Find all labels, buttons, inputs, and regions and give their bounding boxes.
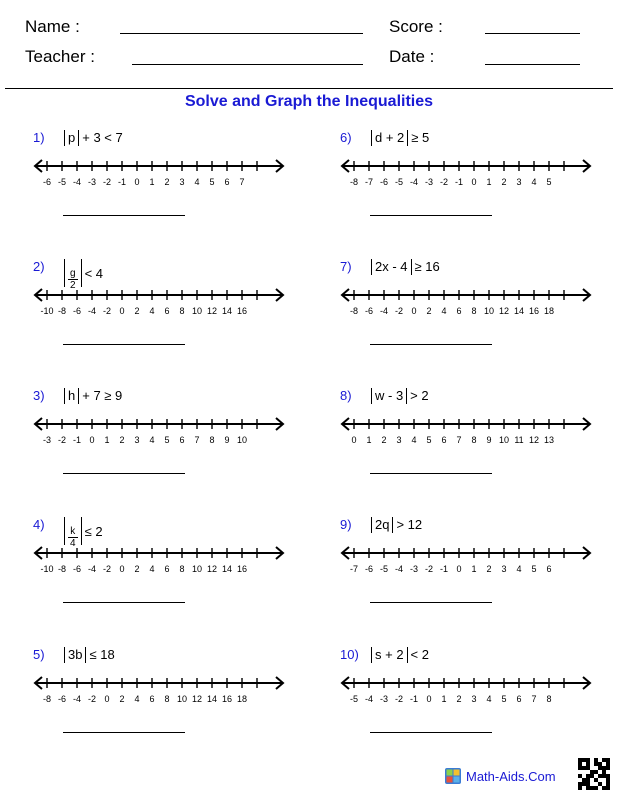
worksheet-title: Solve and Graph the Inequalities — [184, 93, 434, 110]
absolute-value-bar — [64, 388, 65, 404]
tick-label: 6 — [546, 564, 552, 574]
answer-line[interactable] — [63, 602, 185, 603]
tick-label: -2 — [394, 306, 404, 316]
tick-label: 2 — [456, 694, 462, 704]
absolute-value-bar — [371, 388, 372, 404]
score-field-line[interactable] — [485, 33, 580, 34]
tick-label: -1 — [454, 177, 464, 187]
tick-label: 8 — [179, 306, 185, 316]
problem-number: 5) — [33, 647, 45, 662]
tick-label: 3 — [134, 435, 140, 445]
tick-label: 10 — [191, 306, 203, 316]
expression-text: + 3 < 7 — [82, 130, 123, 145]
expression-text: h — [68, 388, 76, 403]
tick-label: -10 — [40, 306, 54, 316]
expression-text: s + 2 — [375, 647, 404, 662]
tick-label: -2 — [424, 564, 434, 574]
absolute-value-bar — [392, 517, 393, 533]
tick-label: 2 — [426, 306, 432, 316]
expression-text: p — [68, 130, 76, 145]
tick-label: -7 — [364, 177, 374, 187]
number-line[interactable] — [33, 413, 293, 437]
tick-label: 3 — [396, 435, 402, 445]
inequality-expression — [61, 647, 115, 663]
answer-line[interactable] — [63, 732, 185, 733]
tick-label: 12 — [206, 564, 218, 574]
tick-label: -8 — [349, 177, 359, 187]
tick-label: -7 — [349, 564, 359, 574]
tick-label: 7 — [531, 694, 537, 704]
less-equal-sign: ≤ — [89, 647, 97, 662]
tick-label: 0 — [89, 435, 95, 445]
problem-8 — [340, 388, 618, 508]
problem-1 — [33, 130, 313, 250]
expression-text: d + 2 — [375, 130, 405, 145]
tick-label: -5 — [349, 694, 359, 704]
tick-label: 4 — [441, 306, 447, 316]
number-line[interactable] — [33, 542, 293, 566]
inequality-expression — [368, 647, 429, 663]
inequality-expression — [368, 130, 429, 146]
tick-label: 14 — [221, 306, 233, 316]
tick-label: 18 — [543, 306, 555, 316]
tick-label: 5 — [501, 694, 507, 704]
tick-label: 4 — [531, 177, 537, 187]
absolute-value-bar — [85, 647, 86, 663]
tick-label: 6 — [179, 435, 185, 445]
less-equal-sign: ≤ — [84, 524, 92, 539]
tick-label: 5 — [531, 564, 537, 574]
tick-label: 2 — [119, 694, 125, 704]
absolute-value-bar — [64, 259, 65, 287]
tick-label: -4 — [87, 306, 97, 316]
absolute-value-bar — [407, 130, 408, 146]
absolute-value-bar — [64, 130, 65, 146]
tick-label: 6 — [516, 694, 522, 704]
tick-label: -2 — [439, 177, 449, 187]
tick-label: 1 — [486, 177, 492, 187]
tick-label: -4 — [379, 306, 389, 316]
expression-text: 18 — [96, 647, 115, 662]
tick-label: 7 — [456, 435, 462, 445]
tick-label: 2 — [381, 435, 387, 445]
answer-line[interactable] — [63, 215, 185, 216]
problem-number: 4) — [33, 517, 45, 532]
tick-label: 0 — [104, 694, 110, 704]
expression-text: < 2 — [410, 647, 429, 662]
teacher-field-line[interactable] — [132, 64, 363, 65]
tick-label: 0 — [351, 435, 357, 445]
answer-line[interactable] — [370, 602, 492, 603]
tick-label: -3 — [379, 694, 389, 704]
tick-label: -6 — [72, 564, 82, 574]
name-label: Name : — [25, 17, 80, 36]
tick-label: 5 — [426, 435, 432, 445]
tick-label: 0 — [134, 177, 140, 187]
expression-text: 5 — [418, 130, 430, 145]
answer-line[interactable] — [370, 344, 492, 345]
tick-label: 16 — [236, 306, 248, 316]
greater-equal-sign: ≥ — [414, 259, 422, 274]
absolute-value-bar — [406, 388, 407, 404]
answer-line[interactable] — [370, 473, 492, 474]
expression-text: 16 — [421, 259, 440, 274]
tick-label: 2 — [119, 435, 125, 445]
problem-10 — [340, 647, 618, 767]
problem-number: 10) — [340, 647, 359, 662]
tick-label: 8 — [471, 435, 477, 445]
absolute-value-bar — [78, 388, 79, 404]
tick-label: -1 — [72, 435, 82, 445]
number-line[interactable] — [33, 155, 293, 179]
tick-label: -2 — [102, 564, 112, 574]
expression-text: < 4 — [84, 266, 103, 281]
tick-label: -6 — [364, 564, 374, 574]
tick-label: 2 — [134, 564, 140, 574]
qr-code-icon — [578, 758, 610, 790]
problem-number: 2) — [33, 259, 45, 274]
fraction-denominator: 4 — [70, 538, 76, 549]
tick-label: -5 — [394, 177, 404, 187]
tick-label: 4 — [486, 694, 492, 704]
tick-label: 2 — [134, 306, 140, 316]
tick-label: 14 — [221, 564, 233, 574]
absolute-value-bar — [371, 259, 372, 275]
tick-label: 4 — [411, 435, 417, 445]
tick-label: -2 — [102, 306, 112, 316]
expression-text: w - 3 — [375, 388, 404, 403]
tick-label: 1 — [471, 564, 477, 574]
expression-text: 2x - 4 — [375, 259, 408, 274]
answer-line[interactable] — [63, 344, 185, 345]
tick-label: -8 — [57, 306, 67, 316]
number-line[interactable] — [340, 155, 600, 179]
tick-label: 0 — [119, 564, 125, 574]
calculator-icon — [445, 768, 461, 784]
header-divider — [5, 88, 613, 89]
problem-2 — [33, 259, 313, 379]
problem-number: 8) — [340, 388, 352, 403]
problem-4 — [33, 517, 313, 637]
tick-label: 3 — [516, 177, 522, 187]
number-line[interactable] — [340, 672, 600, 696]
number-line[interactable] — [340, 542, 600, 566]
problem-number: 9) — [340, 517, 352, 532]
tick-label: 7 — [194, 435, 200, 445]
tick-label: -1 — [117, 177, 127, 187]
tick-label: -2 — [394, 694, 404, 704]
number-line[interactable] — [340, 413, 600, 437]
problem-6 — [340, 130, 618, 250]
problem-number: 3) — [33, 388, 45, 403]
tick-label: 9 — [486, 435, 492, 445]
tick-label: 8 — [164, 694, 170, 704]
tick-label: 2 — [164, 177, 170, 187]
absolute-value-bar — [407, 647, 408, 663]
tick-label: -6 — [379, 177, 389, 187]
absolute-value-bar — [411, 259, 412, 275]
tick-label: 4 — [194, 177, 200, 187]
date-field-line[interactable] — [485, 64, 580, 65]
tick-label: 4 — [149, 306, 155, 316]
inequality-expression — [61, 388, 122, 404]
expression-text: 9 — [111, 388, 123, 403]
expression-text: 3b — [68, 647, 83, 662]
tick-label: 0 — [119, 306, 125, 316]
tick-label: -10 — [40, 564, 54, 574]
tick-label: 9 — [224, 435, 230, 445]
tick-label: -2 — [57, 435, 67, 445]
tick-label: -4 — [409, 177, 419, 187]
fraction-numerator: g — [70, 268, 76, 279]
tick-label: 6 — [149, 694, 155, 704]
tick-label: -4 — [72, 177, 82, 187]
tick-label: 13 — [543, 435, 555, 445]
tick-label: 0 — [426, 694, 432, 704]
tick-label: 0 — [456, 564, 462, 574]
absolute-value-bar — [81, 259, 82, 287]
tick-label: 12 — [498, 306, 510, 316]
tick-label: 3 — [179, 177, 185, 187]
name-field-line[interactable] — [120, 33, 363, 34]
problem-7 — [340, 259, 618, 379]
tick-label: -6 — [72, 306, 82, 316]
tick-label: -3 — [87, 177, 97, 187]
number-line[interactable] — [340, 284, 600, 308]
tick-label: -4 — [364, 694, 374, 704]
tick-label: 0 — [471, 177, 477, 187]
tick-label: 16 — [528, 306, 540, 316]
answer-line[interactable] — [370, 732, 492, 733]
tick-label: 4 — [149, 564, 155, 574]
tick-label: -1 — [439, 564, 449, 574]
teacher-label: Teacher : — [25, 47, 95, 66]
tick-label: -4 — [87, 564, 97, 574]
tick-label: -6 — [42, 177, 52, 187]
tick-label: 14 — [206, 694, 218, 704]
tick-label: 0 — [411, 306, 417, 316]
expression-text: + 7 — [82, 388, 105, 403]
tick-label: 16 — [221, 694, 233, 704]
tick-label: -4 — [72, 694, 82, 704]
tick-label: 2 — [501, 177, 507, 187]
tick-label: -6 — [57, 694, 67, 704]
tick-label: 2 — [486, 564, 492, 574]
tick-label: 6 — [164, 306, 170, 316]
tick-label: -8 — [349, 306, 359, 316]
tick-label: 5 — [209, 177, 215, 187]
tick-label: 1 — [366, 435, 372, 445]
tick-label: -4 — [394, 564, 404, 574]
problem-number: 1) — [33, 130, 45, 145]
greater-equal-sign: ≥ — [104, 388, 112, 403]
absolute-value-bar — [78, 130, 79, 146]
fraction-numerator: k — [68, 526, 78, 538]
tick-label: -6 — [364, 306, 374, 316]
tick-label: 10 — [236, 435, 248, 445]
inequality-expression — [368, 517, 422, 533]
score-label: Score : — [389, 17, 443, 36]
tick-label: 8 — [209, 435, 215, 445]
problem-3 — [33, 388, 313, 508]
tick-label: 8 — [471, 306, 477, 316]
greater-equal-sign: ≥ — [411, 130, 419, 145]
absolute-value-bar — [64, 517, 65, 545]
tick-label: 1 — [441, 694, 447, 704]
tick-label: 1 — [104, 435, 110, 445]
tick-label: 12 — [191, 694, 203, 704]
tick-label: 4 — [134, 694, 140, 704]
absolute-value-bar — [371, 517, 372, 533]
tick-label: -2 — [102, 177, 112, 187]
tick-label: 6 — [441, 435, 447, 445]
tick-label: -2 — [87, 694, 97, 704]
inequality-expression — [61, 130, 123, 146]
tick-label: -3 — [424, 177, 434, 187]
tick-label: 3 — [501, 564, 507, 574]
expression-text: > 2 — [410, 388, 429, 403]
brand-name[interactable]: Math-Aids.Com — [466, 769, 556, 784]
problem-5 — [33, 647, 313, 767]
tick-label: 12 — [528, 435, 540, 445]
tick-label: -8 — [57, 564, 67, 574]
number-line[interactable] — [33, 672, 293, 696]
problem-number: 6) — [340, 130, 352, 145]
tick-label: -3 — [42, 435, 52, 445]
tick-label: 6 — [164, 564, 170, 574]
tick-label: 16 — [236, 564, 248, 574]
tick-label: 10 — [176, 694, 188, 704]
absolute-value-bar — [371, 130, 372, 146]
fraction-denominator: 2 — [70, 280, 76, 291]
inequality-expression — [368, 388, 429, 404]
tick-label: 10 — [483, 306, 495, 316]
date-label: Date : — [389, 47, 435, 66]
expression-text: > 12 — [396, 517, 423, 532]
tick-label: -3 — [409, 564, 419, 574]
tick-label: 7 — [239, 177, 245, 187]
tick-label: 12 — [206, 306, 218, 316]
problem-9 — [340, 517, 618, 637]
tick-label: -1 — [409, 694, 419, 704]
answer-line[interactable] — [63, 473, 185, 474]
answer-line[interactable] — [370, 215, 492, 216]
expression-text: 2 — [91, 524, 103, 539]
tick-label: -8 — [42, 694, 52, 704]
tick-label: 8 — [179, 564, 185, 574]
expression-text: 2q — [375, 517, 390, 532]
tick-label: 14 — [513, 306, 525, 316]
tick-label: 8 — [546, 694, 552, 704]
tick-label: 4 — [149, 435, 155, 445]
tick-label: 6 — [456, 306, 462, 316]
tick-label: 10 — [191, 564, 203, 574]
tick-label: 10 — [498, 435, 510, 445]
tick-label: 6 — [224, 177, 230, 187]
inequality-expression — [368, 259, 440, 275]
tick-label: 11 — [514, 435, 524, 445]
tick-label: 5 — [546, 177, 552, 187]
absolute-value-bar — [81, 517, 82, 545]
absolute-value-bar — [371, 647, 372, 663]
number-line[interactable] — [33, 284, 293, 308]
tick-label: 3 — [471, 694, 477, 704]
tick-label: 1 — [149, 177, 155, 187]
tick-label: -5 — [379, 564, 389, 574]
absolute-value-bar — [64, 647, 65, 663]
tick-label: 18 — [236, 694, 248, 704]
tick-label: 4 — [516, 564, 522, 574]
tick-label: -5 — [57, 177, 67, 187]
tick-label: 5 — [164, 435, 170, 445]
problem-number: 7) — [340, 259, 352, 274]
